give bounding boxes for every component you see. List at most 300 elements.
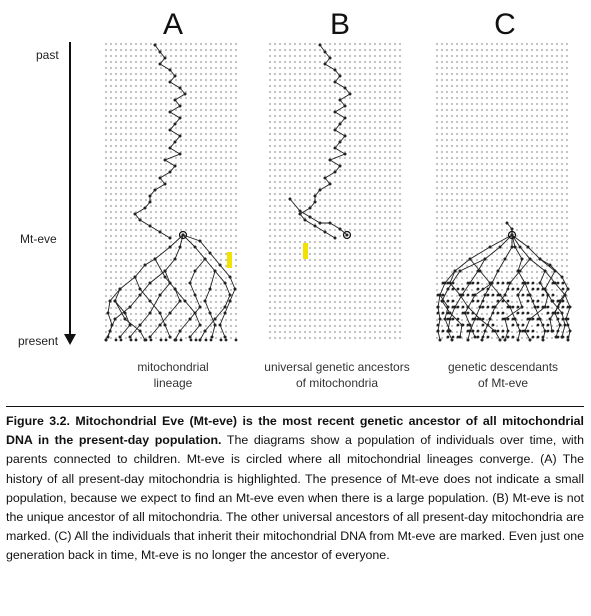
lineage-node (179, 87, 182, 90)
population-dot (230, 61, 232, 63)
population-dot (299, 151, 301, 153)
population-dot (471, 151, 473, 153)
population-dot (566, 121, 568, 123)
population-dot (506, 247, 508, 249)
population-dot (215, 79, 217, 81)
population-dot (195, 241, 197, 243)
population-dot (566, 277, 568, 279)
population-dot (399, 295, 401, 297)
population-dot (180, 163, 182, 165)
population-dot (536, 115, 538, 117)
population-dot (441, 235, 443, 237)
lineage-node (469, 258, 472, 261)
population-grid-a (105, 43, 237, 339)
population-dot (289, 289, 291, 291)
population-dot (566, 229, 568, 231)
population-dot (546, 193, 548, 195)
population-dot (190, 193, 192, 195)
population-dot (364, 253, 366, 255)
population-dot (541, 145, 543, 147)
population-dot (359, 43, 361, 45)
population-dot (180, 193, 182, 195)
population-dot (155, 139, 157, 141)
population-dot (215, 145, 217, 147)
population-dot (471, 235, 473, 237)
population-dot (486, 271, 488, 273)
descendant-dot (462, 294, 465, 297)
population-dot (140, 181, 142, 183)
population-dot (155, 253, 157, 255)
population-dot (446, 205, 448, 207)
population-dot (364, 319, 366, 321)
population-dot (339, 241, 341, 243)
population-dot (165, 97, 167, 99)
population-dot (466, 271, 468, 273)
population-dot (150, 241, 152, 243)
descendant-dot (567, 324, 570, 327)
lineage-node (211, 336, 214, 339)
population-dot (506, 271, 508, 273)
population-dot (476, 199, 478, 201)
population-dot (441, 61, 443, 63)
population-dot (349, 259, 351, 261)
lineage-node (479, 306, 482, 309)
population-dot (205, 319, 207, 321)
population-dot (491, 49, 493, 51)
population-dot (190, 61, 192, 63)
population-dot (541, 139, 543, 141)
population-dot (476, 169, 478, 171)
descendant-dot (482, 306, 485, 309)
population-dot (235, 109, 237, 111)
population-dot (160, 133, 162, 135)
population-dot (210, 259, 212, 261)
population-dot (384, 229, 386, 231)
lineage-node (474, 336, 477, 339)
population-dot (319, 163, 321, 165)
population-dot (165, 331, 167, 333)
population-dot (344, 49, 346, 51)
population-dot (269, 331, 271, 333)
population-dot (205, 127, 207, 129)
population-dot (195, 307, 197, 309)
population-dot (324, 217, 326, 219)
population-dot (374, 145, 376, 147)
population-dot (354, 157, 356, 159)
population-dot (135, 319, 137, 321)
lineage-node (164, 270, 167, 273)
descendant-dot (497, 300, 500, 303)
population-dot (105, 283, 107, 285)
population-dot (354, 97, 356, 99)
population-dot (105, 199, 107, 201)
population-dot (294, 43, 296, 45)
population-dot (120, 139, 122, 141)
population-dot (105, 325, 107, 327)
population-dot (496, 73, 498, 75)
population-dot (551, 235, 553, 237)
population-dot (324, 247, 326, 249)
population-dot (195, 43, 197, 45)
population-dot (466, 205, 468, 207)
population-dot (461, 187, 463, 189)
population-dot (309, 253, 311, 255)
population-dot (349, 127, 351, 129)
lineage-node (339, 165, 342, 168)
population-dot (526, 241, 528, 243)
lineage-node (459, 270, 462, 273)
population-dot (220, 145, 222, 147)
population-dot (506, 211, 508, 213)
population-dot (135, 121, 137, 123)
population-dot (155, 325, 157, 327)
population-dot (471, 133, 473, 135)
population-dot (274, 151, 276, 153)
population-dot (461, 229, 463, 231)
population-dot (354, 235, 356, 237)
descendant-dot (542, 294, 545, 297)
population-dot (130, 217, 132, 219)
population-dot (314, 85, 316, 87)
population-dot (516, 205, 518, 207)
population-dot (284, 241, 286, 243)
present-dot (175, 339, 178, 342)
population-dot (115, 169, 117, 171)
population-dot (140, 259, 142, 261)
lineage-node (561, 312, 564, 315)
axis-label-past: past (36, 48, 59, 62)
population-dot (225, 139, 227, 141)
population-dot (220, 127, 222, 129)
population-dot (536, 193, 538, 195)
population-dot (389, 295, 391, 297)
population-dot (294, 109, 296, 111)
population-dot (521, 103, 523, 105)
population-dot (200, 151, 202, 153)
population-dot (175, 277, 177, 279)
population-dot (200, 169, 202, 171)
population-dot (160, 319, 162, 321)
population-dot (354, 229, 356, 231)
population-dot (511, 127, 513, 129)
population-dot (314, 241, 316, 243)
population-dot (456, 217, 458, 219)
population-dot (546, 145, 548, 147)
population-dot (279, 127, 281, 129)
population-dot (120, 283, 122, 285)
population-dot (496, 193, 498, 195)
lineage-node (219, 264, 222, 267)
population-dot (319, 121, 321, 123)
population-dot (521, 193, 523, 195)
population-dot (506, 313, 508, 315)
population-dot (225, 235, 227, 237)
descendant-dot (527, 312, 530, 315)
lineage-node (439, 318, 442, 321)
population-dot (566, 97, 568, 99)
population-dot (546, 169, 548, 171)
lineage-node (119, 288, 122, 291)
population-dot (155, 241, 157, 243)
population-dot (309, 319, 311, 321)
population-dot (294, 55, 296, 57)
population-dot (561, 61, 563, 63)
population-dot (329, 91, 331, 93)
population-dot (384, 289, 386, 291)
population-dot (294, 133, 296, 135)
population-dot (105, 241, 107, 243)
population-dot (220, 157, 222, 159)
population-dot (319, 283, 321, 285)
population-dot (561, 211, 563, 213)
population-dot (319, 61, 321, 63)
population-dot (284, 301, 286, 303)
population-dot (190, 139, 192, 141)
population-dot (230, 331, 232, 333)
population-dot (200, 181, 202, 183)
population-dot (225, 85, 227, 87)
population-dot (441, 337, 443, 339)
lineage-node (179, 330, 182, 333)
population-dot (185, 271, 187, 273)
population-dot (200, 229, 202, 231)
population-dot (334, 319, 336, 321)
lineage-node (169, 111, 172, 114)
population-dot (481, 139, 483, 141)
population-dot (446, 121, 448, 123)
population-dot (511, 199, 513, 201)
population-dot (195, 169, 197, 171)
population-dot (461, 211, 463, 213)
descendant-dot (512, 306, 515, 309)
population-dot (190, 181, 192, 183)
population-dot (541, 67, 543, 69)
population-dot (170, 97, 172, 99)
population-dot (556, 175, 558, 177)
lineage-node (334, 69, 337, 72)
population-dot (225, 277, 227, 279)
population-dot (230, 217, 232, 219)
population-dot (334, 265, 336, 267)
population-dot (561, 265, 563, 267)
population-dot (130, 97, 132, 99)
population-dot (451, 109, 453, 111)
lineage-node (124, 318, 127, 321)
population-dot (269, 217, 271, 219)
descendant-dot (492, 306, 495, 309)
lineage-node (149, 225, 152, 228)
population-dot (561, 271, 563, 273)
population-dot (299, 319, 301, 321)
population-dot (155, 205, 157, 207)
population-dot (436, 85, 438, 87)
population-dot (289, 67, 291, 69)
population-dot (215, 61, 217, 63)
population-dot (389, 307, 391, 309)
population-dot (225, 115, 227, 117)
population-dot (461, 175, 463, 177)
population-dot (195, 193, 197, 195)
population-dot (185, 265, 187, 267)
population-dot (379, 259, 381, 261)
population-dot (379, 325, 381, 327)
population-dot (309, 199, 311, 201)
population-dot (180, 229, 182, 231)
population-dot (359, 79, 361, 81)
population-dot (566, 73, 568, 75)
population-dot (526, 151, 528, 153)
population-dot (289, 211, 291, 213)
lineage-node (129, 336, 132, 339)
population-dot (496, 229, 498, 231)
population-dot (314, 229, 316, 231)
lineage-node (154, 258, 157, 261)
population-dot (309, 229, 311, 231)
population-dot (274, 43, 276, 45)
population-dot (110, 259, 112, 261)
lineage-node (149, 282, 152, 285)
population-dot (200, 259, 202, 261)
population-dot (329, 265, 331, 267)
population-dot (235, 271, 237, 273)
population-dot (195, 301, 197, 303)
population-dot (309, 61, 311, 63)
population-dot (170, 217, 172, 219)
population-dot (436, 241, 438, 243)
population-dot (145, 73, 147, 75)
population-dot (491, 91, 493, 93)
population-dot (185, 145, 187, 147)
population-dot (374, 187, 376, 189)
population-dot (551, 145, 553, 147)
population-dot (269, 199, 271, 201)
population-dot (496, 163, 498, 165)
population-dot (526, 139, 528, 141)
population-dot (115, 133, 117, 135)
population-dot (190, 199, 192, 201)
population-dot (140, 229, 142, 231)
population-dot (541, 97, 543, 99)
population-dot (170, 139, 172, 141)
population-dot (304, 235, 306, 237)
population-dot (436, 319, 438, 321)
population-dot (521, 187, 523, 189)
population-dot (566, 331, 568, 333)
population-dot (496, 265, 498, 267)
population-dot (379, 307, 381, 309)
population-dot (314, 295, 316, 297)
lineage-node (149, 312, 152, 315)
lineage-node (164, 57, 167, 60)
population-dot (374, 277, 376, 279)
population-dot (230, 85, 232, 87)
population-dot (364, 259, 366, 261)
population-dot (125, 229, 127, 231)
population-dot (506, 277, 508, 279)
population-dot (299, 283, 301, 285)
population-dot (314, 163, 316, 165)
population-dot (225, 205, 227, 207)
lineage-node (189, 318, 192, 321)
population-dot (364, 91, 366, 93)
population-dot (384, 127, 386, 129)
population-dot (384, 133, 386, 135)
population-dot (349, 271, 351, 273)
population-dot (349, 157, 351, 159)
population-dot (446, 235, 448, 237)
population-dot (195, 61, 197, 63)
population-dot (399, 115, 401, 117)
population-dot (546, 211, 548, 213)
population-dot (556, 79, 558, 81)
population-dot (394, 313, 396, 315)
lineage-node (114, 300, 117, 303)
lineage-node (209, 252, 212, 255)
population-dot (506, 49, 508, 51)
population-dot (561, 97, 563, 99)
population-dot (546, 319, 548, 321)
population-dot (299, 199, 301, 201)
population-dot (501, 211, 503, 213)
population-dot (190, 187, 192, 189)
population-dot (461, 73, 463, 75)
population-dot (394, 55, 396, 57)
lineage-node (319, 189, 322, 192)
population-dot (399, 313, 401, 315)
population-dot (220, 241, 222, 243)
descendant-dot (492, 312, 495, 315)
population-dot (511, 277, 513, 279)
population-dot (180, 43, 182, 45)
population-dot (130, 319, 132, 321)
population-dot (441, 277, 443, 279)
lineage-node (511, 228, 514, 231)
population-dot (551, 97, 553, 99)
population-dot (329, 217, 331, 219)
population-dot (339, 43, 341, 45)
population-dot (274, 313, 276, 315)
population-dot (324, 313, 326, 315)
population-dot (279, 61, 281, 63)
population-dot (466, 253, 468, 255)
population-dot (394, 43, 396, 45)
population-dot (384, 121, 386, 123)
population-dot (541, 127, 543, 129)
population-dot (279, 265, 281, 267)
population-dot (274, 289, 276, 291)
population-dot (235, 49, 237, 51)
population-dot (225, 43, 227, 45)
population-dot (185, 109, 187, 111)
population-dot (506, 91, 508, 93)
population-dot (284, 253, 286, 255)
population-dot (309, 73, 311, 75)
lineage-node (507, 330, 510, 333)
population-dot (379, 103, 381, 105)
population-dot (379, 97, 381, 99)
population-dot (150, 175, 152, 177)
population-dot (466, 235, 468, 237)
population-dot (190, 121, 192, 123)
population-dot (235, 307, 237, 309)
population-dot (456, 127, 458, 129)
population-dot (185, 193, 187, 195)
population-dot (155, 265, 157, 267)
population-dot (339, 49, 341, 51)
population-dot (329, 319, 331, 321)
population-dot (210, 229, 212, 231)
population-dot (476, 145, 478, 147)
